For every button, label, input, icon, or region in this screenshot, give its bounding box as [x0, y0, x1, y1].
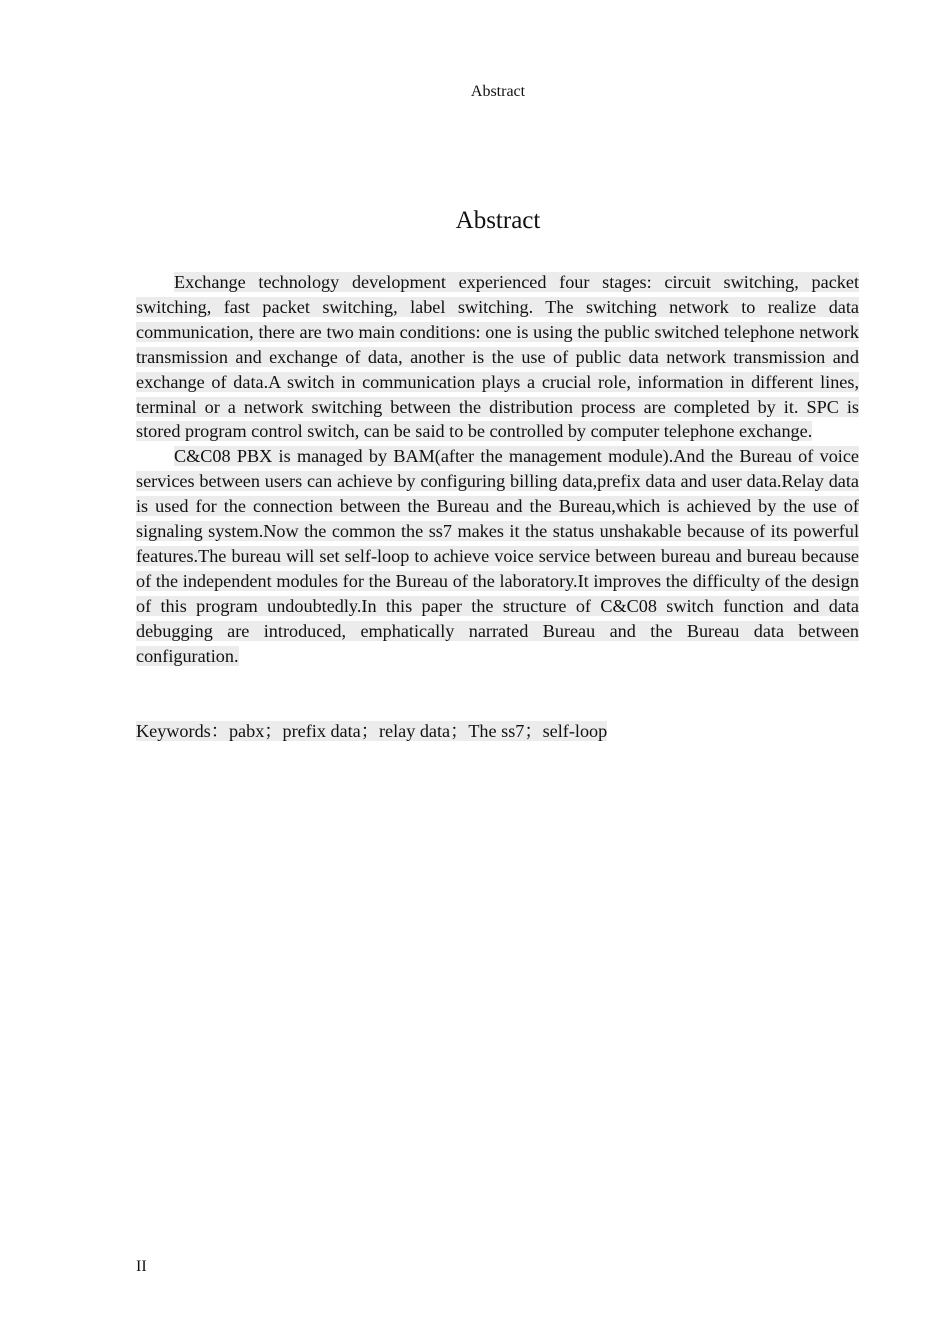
- keywords-line: [136, 719, 607, 743]
- abstract-paragraph-2: [136, 444, 859, 668]
- abstract-paragraph-1: [136, 270, 859, 444]
- page-title: Abstract: [455, 207, 541, 234]
- running-header: Abstract: [470, 83, 526, 100]
- abstract-body: [136, 270, 859, 669]
- keywords-text: Keywords：pabx；prefix data；relay data；The ss7；self-loop: [136, 721, 608, 741]
- paragraph-text: Exchange technology development experienced four stages: circuit switching, packet switching, fast packet switching, label switching. The switching network to realize data communication, there are two main conditions: one is using the public switched telephone network transmission and exchange of data, another is the use of public data network transmission and exchange of data.A switch in communication plays a crucial role, information in different lines, terminal or a network switching between the distribution process are completed by it. SPC is stored program control switch, can be said to be controlled by computer telephone exchange.: [136, 272, 859, 442]
- page-number: II: [136, 1258, 147, 1275]
- paragraph-text: C&C08 PBX is managed by BAM(after the management module).And the Bureau of voice services between users can achieve by configuring billing data,prefix data and user data.Relay data is used for the connection between the Bureau and the Bureau,which is achieved by the use of signaling system.Now the common the ss7 makes it the status unshakable because of its powerful features.The bureau will set self-loop to achieve voice service between bureau and bureau because of the independent modules for the Bureau of the laboratory.It improves the difficulty of the design of this program undoubtedly.In this paper the structure of C&C08 switch function and data debugging are introduced, emphatically narrated Bureau and the Bureau data between configuration.: [136, 446, 859, 666]
